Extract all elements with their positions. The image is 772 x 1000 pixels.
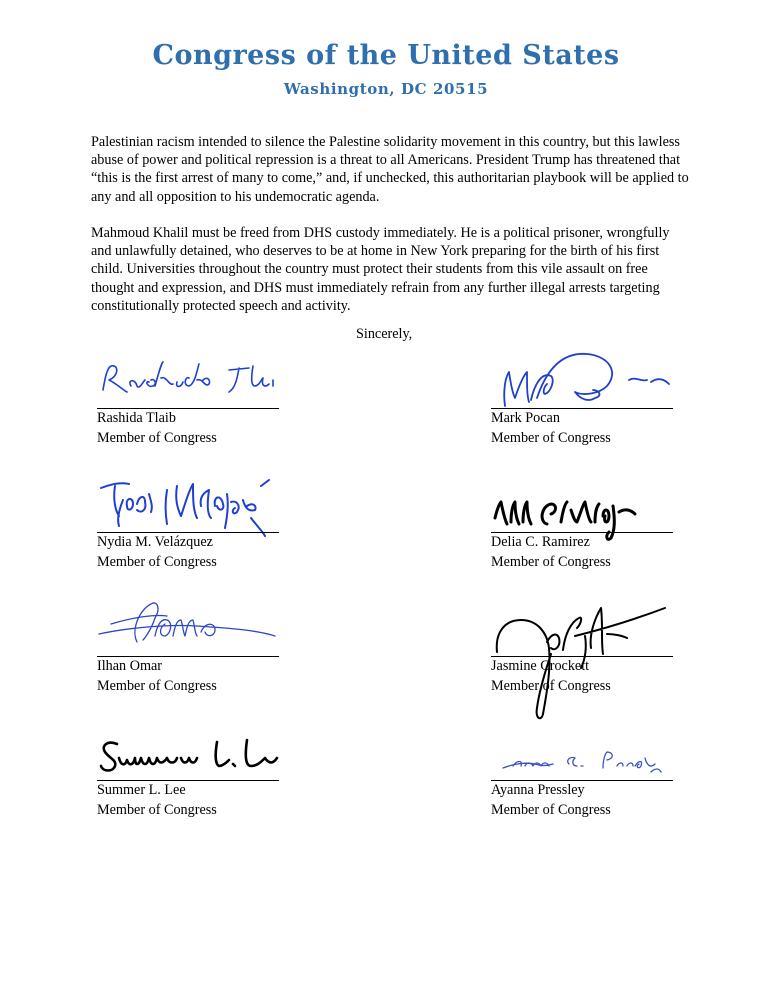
signature-line: [491, 408, 673, 409]
signature-line: [97, 408, 279, 409]
signature-line: [97, 656, 279, 657]
signer-name: Mark Pocan: [491, 410, 560, 426]
letterhead-city: Washington, DC 20515: [283, 80, 489, 98]
signer-name: Nydia M. Velázquez: [97, 534, 213, 550]
signer-title: Member of Congress: [491, 430, 611, 446]
body-paragraph-1: Palestinian racism intended to silence the Palestine solidarity movement in this country, but this lawless abuse of power and political repression is a threat to all Americans. President Trump has threatened that “this is the first arrest of many to come,” and, if unchecked, this authoritarian playbook will be applied to any and all opposition to his undemocratic agenda.: [91, 134, 689, 205]
signature-image-pressley: [491, 714, 681, 784]
signature-line: [97, 780, 279, 781]
signer-title: Member of Congress: [97, 430, 217, 446]
signature-image-tlaib: [97, 342, 287, 412]
signature-image-lee: [97, 714, 287, 784]
body-paragraph-2: Mahmoud Khalil must be freed from DHS custody immediately. He is a political prisoner, wrongfully and unlawfully detained, who deserves to be at home in New York preparing for the birth of his first child. Universities throughout the country must protect their students from this vile assault on free thought and expression, and DHS must immediately refrain from any further illegal arrests targeting constitutionally protected speech and activity.: [91, 225, 670, 314]
signer-name: Ayanna Pressley: [491, 782, 585, 798]
signer-title: Member of Congress: [491, 554, 611, 570]
signer-name: Summer L. Lee: [97, 782, 186, 798]
signer-title: Member of Congress: [97, 802, 217, 818]
signer-name: Rashida Tlaib: [97, 410, 176, 426]
signature-image-velazquez: [97, 466, 287, 566]
signature-image-pocan: [491, 342, 681, 412]
signer-title: Member of Congress: [97, 678, 217, 694]
signature-image-omar: [97, 590, 287, 660]
signature-line: [491, 656, 673, 657]
signer-title: Member of Congress: [97, 554, 217, 570]
signer-name: Jasmine Crockett: [491, 658, 590, 674]
signature-line: [491, 532, 673, 533]
signer-title: Member of Congress: [491, 678, 611, 694]
signature-line: [97, 532, 279, 533]
letterhead-title: Congress of the United States: [152, 40, 620, 71]
signer-name: Delia C. Ramirez: [491, 534, 590, 550]
signature-line: [491, 780, 673, 781]
closing: Sincerely,: [356, 326, 413, 342]
signer-name: Ilhan Omar: [97, 658, 163, 674]
signer-title: Member of Congress: [491, 802, 611, 818]
